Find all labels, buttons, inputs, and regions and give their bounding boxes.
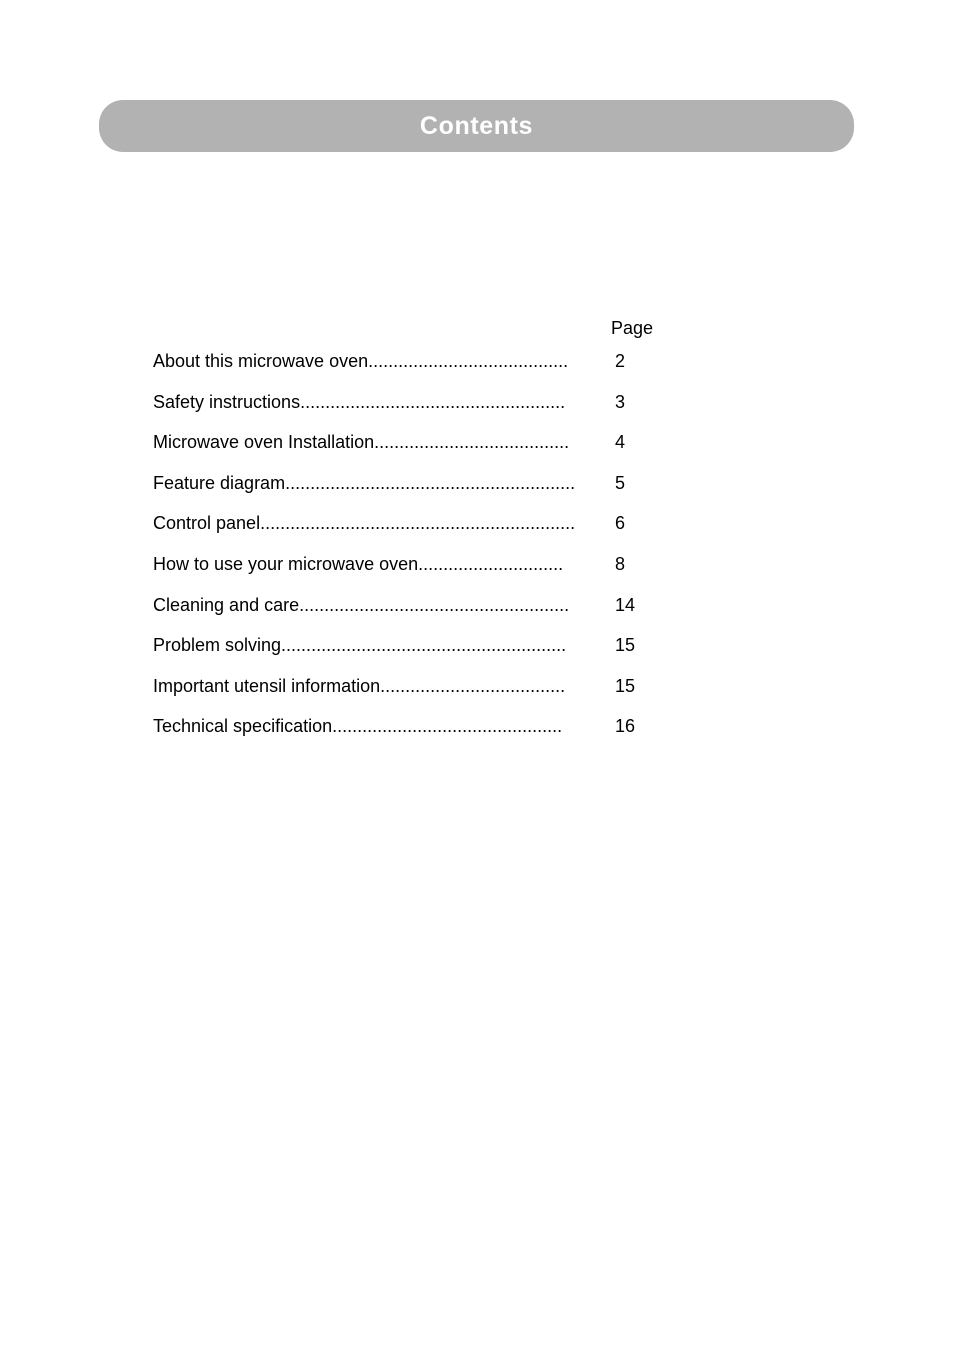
page-column-header: Page <box>611 318 654 338</box>
toc-entry-label: Problem solving......................................................... <box>153 635 567 656</box>
toc-entry-page: 2 <box>615 351 626 371</box>
toc-entry-page: 6 <box>615 513 626 534</box>
toc-entry-feature-diagram[interactable] <box>153 473 673 514</box>
toc-entry-technical-spec[interactable] <box>153 716 673 757</box>
toc-entry-page: 4 <box>615 432 626 453</box>
table-of-contents <box>153 351 673 757</box>
toc-entry-page: 14 <box>615 594 636 615</box>
page-title: Contents <box>419 111 534 140</box>
toc-entry-label: Technical specification.............................................. <box>153 716 563 737</box>
toc-entry-label: Feature diagram.......................................................... <box>153 472 576 493</box>
toc-entry-label: Important utensil information..................................... <box>153 675 566 696</box>
toc-entry-label: Control panel............................................................... <box>153 513 576 534</box>
toc-entry-page: 15 <box>615 635 636 656</box>
toc-entry-how-to-use[interactable] <box>153 554 673 595</box>
toc-entry-page: 16 <box>615 716 636 737</box>
toc-entry-problem-solving[interactable] <box>153 635 673 676</box>
toc-entry-label: About this microwave oven........................................ <box>153 351 569 371</box>
toc-entry-installation[interactable] <box>153 432 673 473</box>
toc-entry-cleaning[interactable] <box>153 595 673 636</box>
toc-entry-label: Microwave oven Installation....................................... <box>153 432 570 453</box>
toc-entry-label: Cleaning and care...................................................... <box>153 594 570 615</box>
toc-entry-about[interactable] <box>153 351 673 392</box>
toc-entry-label: Safety instructions..................................................... <box>153 391 566 412</box>
toc-entry-page: 15 <box>615 675 636 696</box>
toc-entry-label: How to use your microwave oven............................. <box>153 553 564 574</box>
toc-entry-utensil-info[interactable] <box>153 676 673 717</box>
toc-entry-page: 3 <box>615 391 626 412</box>
toc-entry-safety[interactable] <box>153 392 673 433</box>
toc-entry-page: 5 <box>615 472 626 493</box>
contents-title-bar <box>99 100 854 152</box>
toc-entry-control-panel[interactable] <box>153 513 673 554</box>
toc-entry-page: 8 <box>615 553 626 574</box>
